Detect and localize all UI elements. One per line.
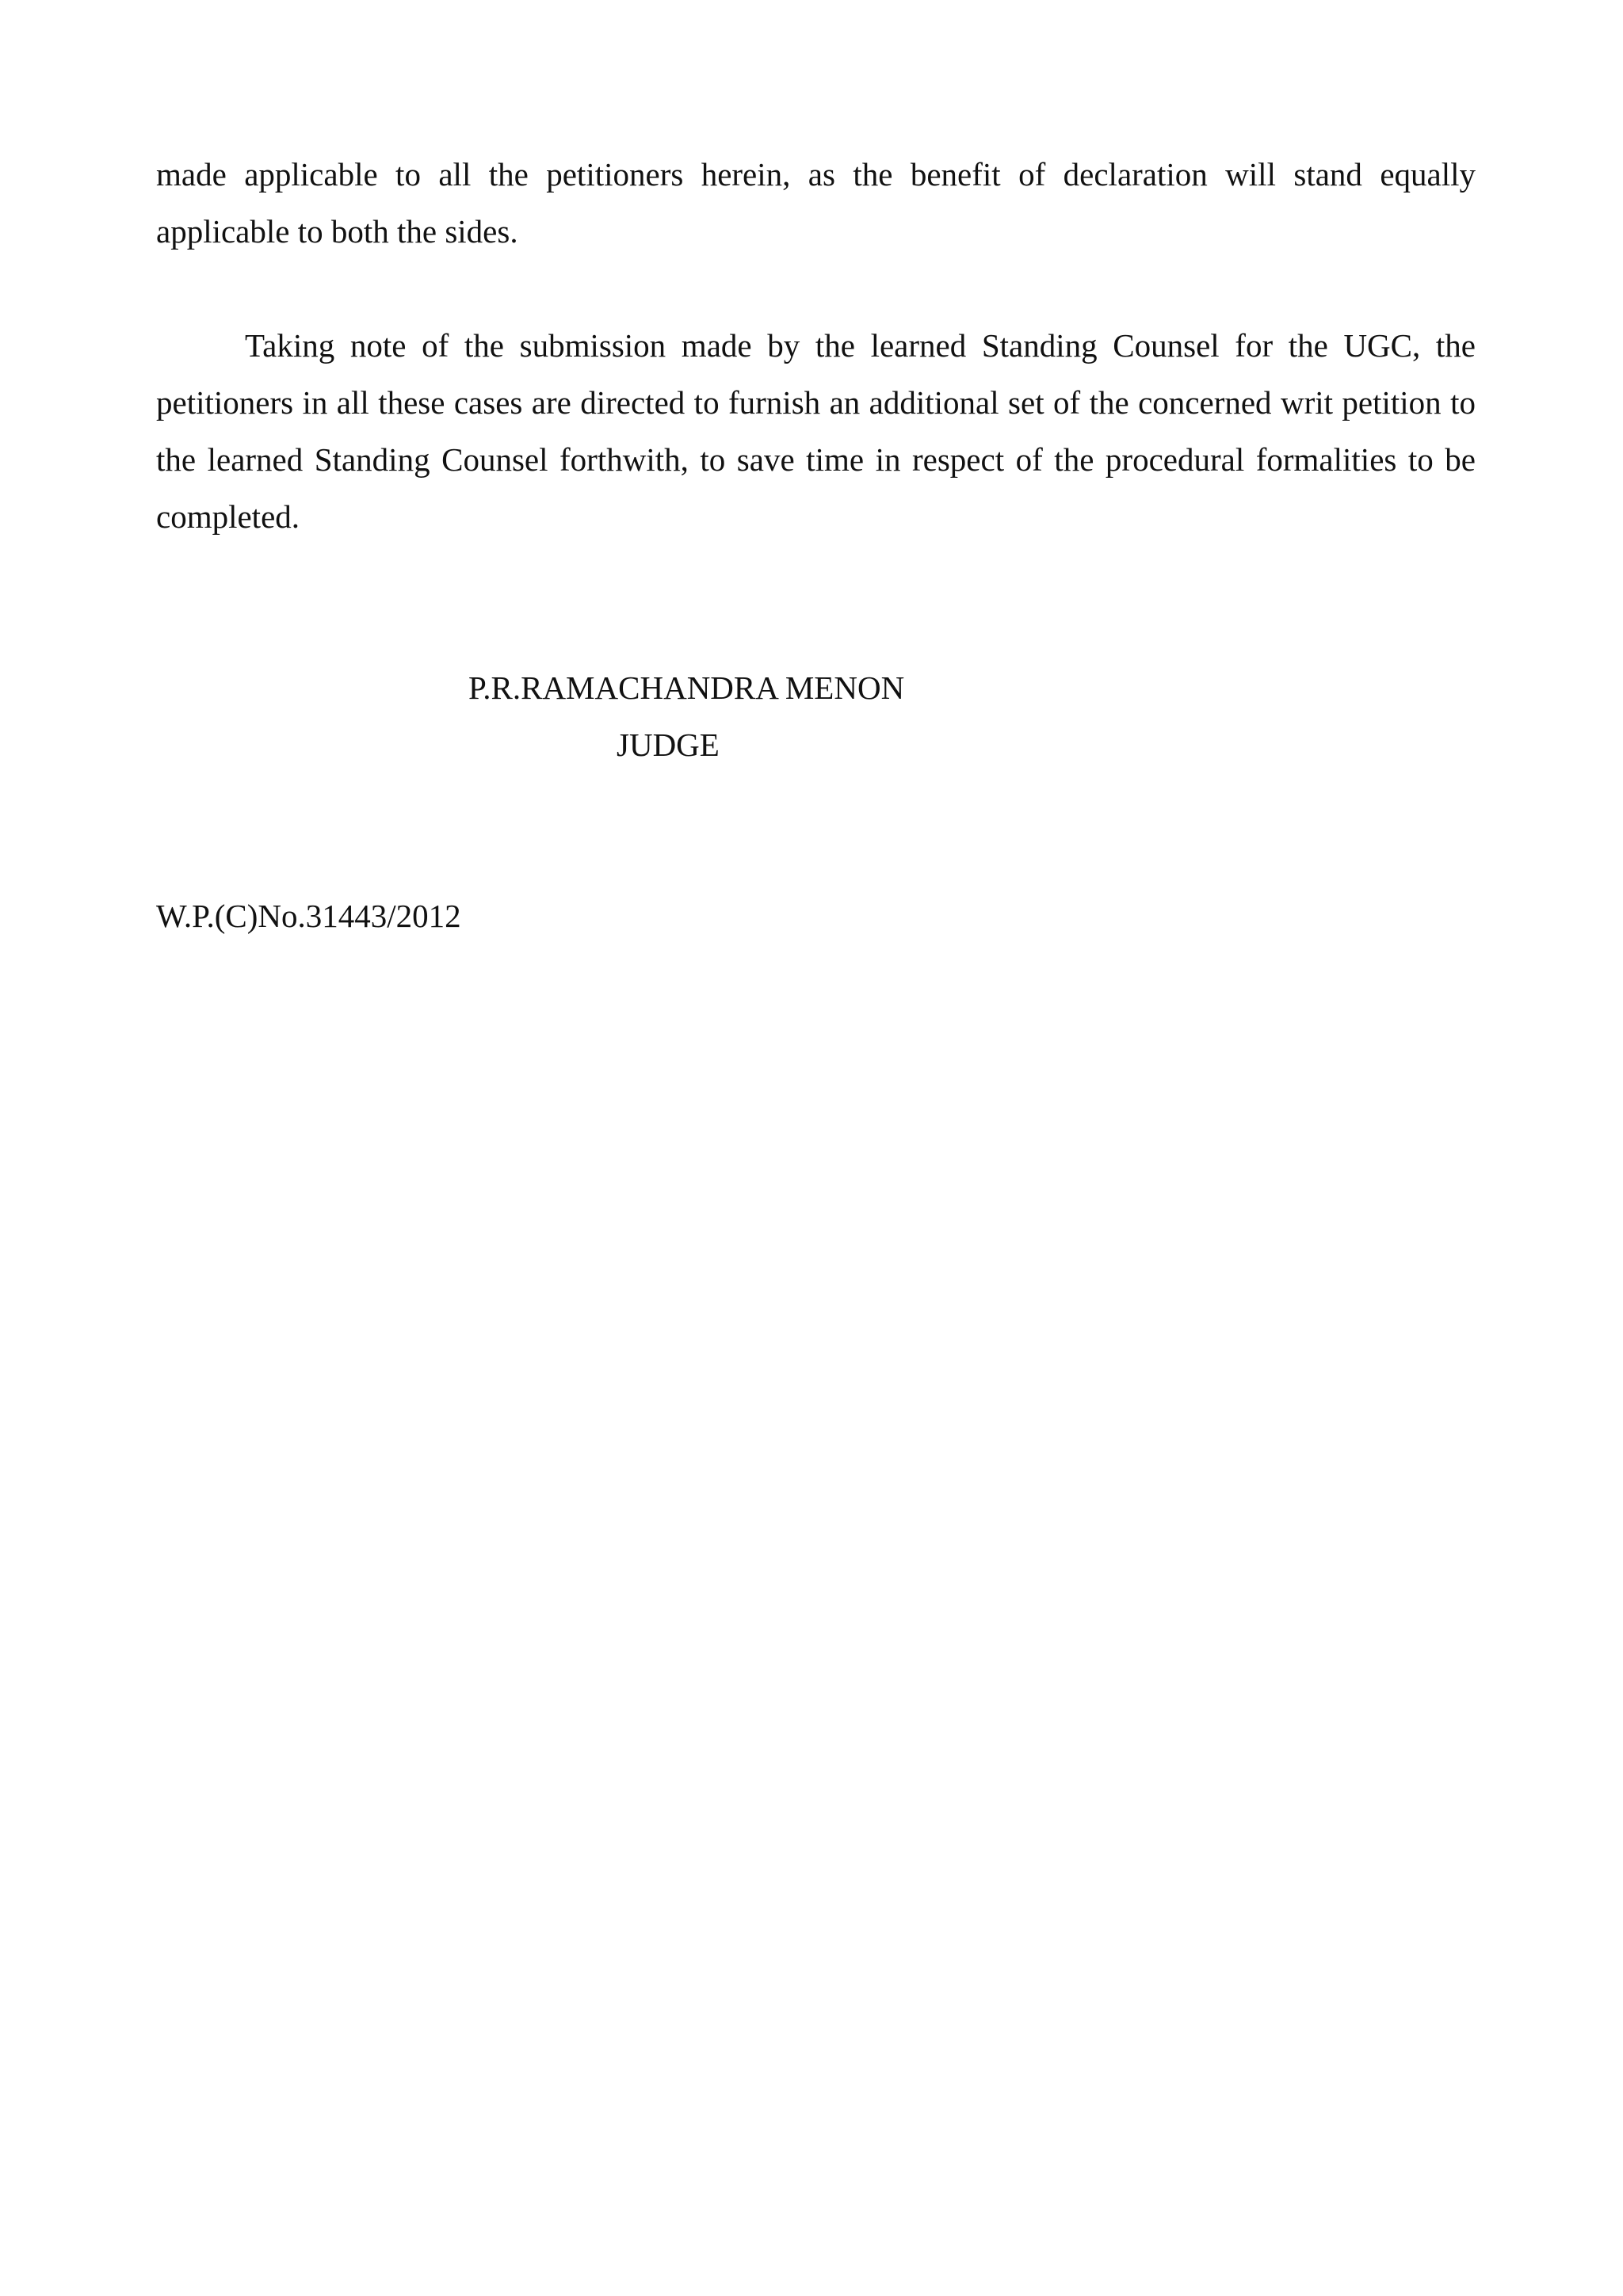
- case-number: W.P.(C)No.31443/2012: [156, 898, 461, 934]
- body-paragraph-1: made applicable to all the petitioners herein, as the benefit of declaration will stand equally applicable to both the sides.: [156, 156, 1476, 250]
- body-paragraph-2: Taking note of the submission made by the learned Standing Counsel for the UGC, the petitioners in all these cases are directed to furnish an additional set of the concerned writ petition to the learned Standing Counsel forthwith, to save time in respect of the procedural formalities to be completed.: [156, 327, 1476, 535]
- signature-name: P.R.RAMACHANDRA MENON: [468, 669, 905, 706]
- signature-title: JUDGE: [617, 727, 720, 763]
